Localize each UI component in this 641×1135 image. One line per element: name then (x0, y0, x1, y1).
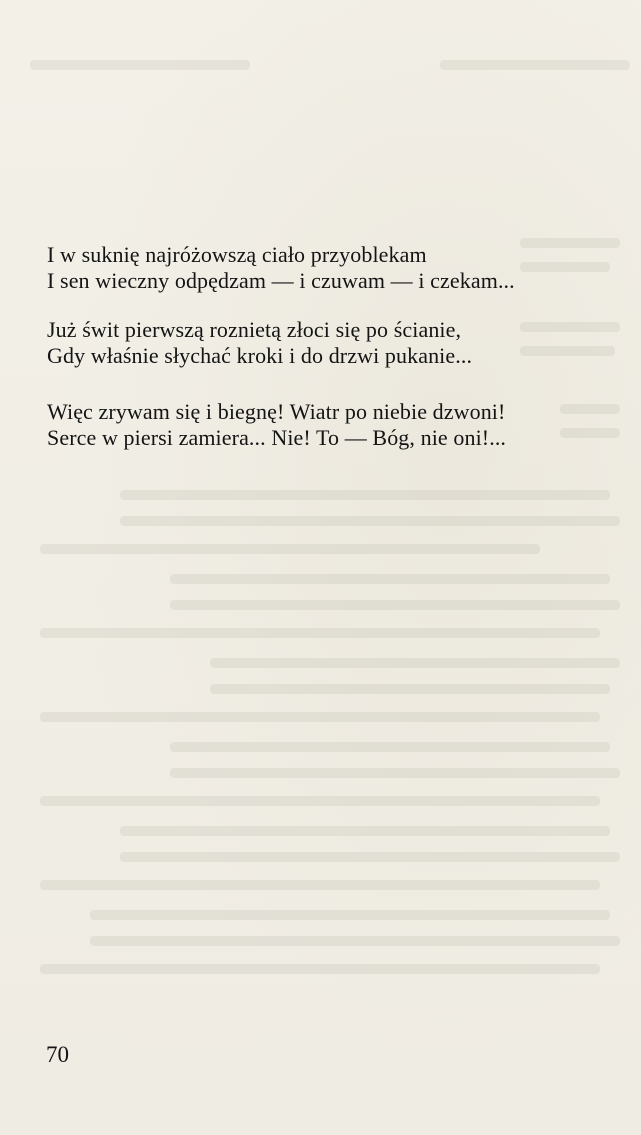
poem-stanza (47, 242, 607, 294)
poem-line: Już świt pierwszą roznietą złoci się po ścianie, (47, 317, 462, 342)
poem-line: I sen wieczny odpędzam — i czuwam — i czekam... (47, 268, 515, 293)
poem-line: Serce w piersi zamiera... Nie! To — Bóg, nie oni!... (47, 425, 507, 450)
poem-line: Więc zrywam się i biegnę! Wiatr po niebie dzwoni! (47, 399, 506, 424)
poem-line: I w suknię najróżowszą ciało przyoblekam (47, 242, 427, 267)
poem-line: Gdy właśnie słychać kroki i do drzwi pukanie... (47, 343, 473, 368)
page-number: 70 (46, 1042, 69, 1067)
poem-stanza (47, 317, 607, 369)
poem-stanza (47, 399, 607, 451)
